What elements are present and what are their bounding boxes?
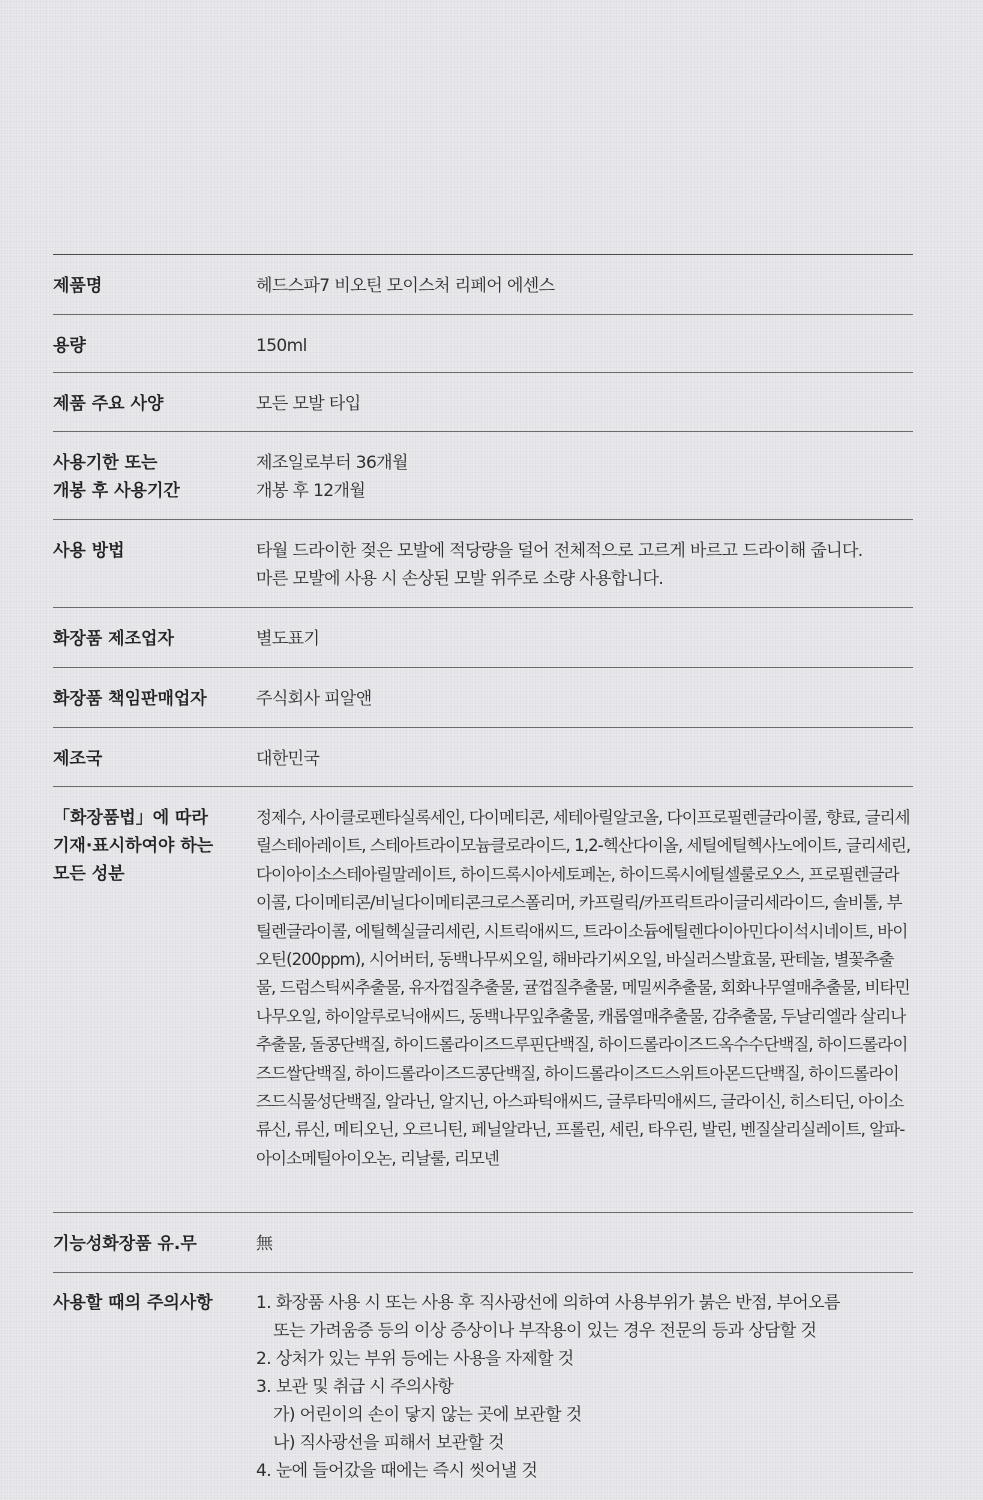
value-line: 無 — [256, 1234, 273, 1254]
value-volume — [256, 332, 913, 357]
row-main-spec — [53, 373, 913, 432]
label-expiry: 사용기한 또는 개봉 후 사용기간 — [53, 453, 180, 501]
value-product-name — [256, 272, 913, 299]
row-volume — [53, 315, 913, 373]
label-country: 제조국 — [53, 749, 103, 769]
value-line: 마른 모발에 사용 시 손상된 모발 위주로 소량 사용합니다. — [256, 569, 664, 589]
value-line: 대한민국 — [256, 749, 320, 769]
label-volume: 용량 — [53, 336, 86, 356]
value-line: 별도표기 — [256, 629, 320, 649]
value-line: 모든 모발 타입 — [256, 394, 361, 414]
precaution-item: 3. 보관 및 취급 시 주의사항 — [256, 1377, 454, 1397]
label-precautions: 사용할 때의 주의사항 — [53, 1293, 213, 1313]
value-manufacturer — [256, 625, 913, 652]
precaution-item: 가) 어린이의 손이 닿지 않는 곳에 보관할 것 — [273, 1405, 582, 1425]
value-line: 헤드스파7 비오틴 모이스처 리페어 에센스 — [256, 276, 555, 296]
value-line: 주식회사 피알앤 — [256, 689, 372, 709]
value-line: 타월 드라이한 젖은 모발에 적당량을 덜어 전체적으로 고르게 바르고 드라이해 줍니다. — [256, 541, 863, 561]
row-ingredients — [53, 787, 913, 1213]
value-line: 150ml — [256, 336, 307, 356]
row-precautions — [53, 1273, 913, 1500]
row-distributor — [53, 668, 913, 728]
precaution-item: 1. 화장품 사용 시 또는 사용 후 직사광선에 의하여 사용부위가 붉은 반점, 부어오름 — [256, 1293, 840, 1313]
row-manufacturer — [53, 608, 913, 668]
value-main-spec — [256, 390, 913, 416]
value-ingredients: 정제수, 사이클로펜타실록세인, 다이메티콘, 세테아릴알코올, 다이프로필렌글라이콜, 향료, 글리세릴스테아레이트, 스테아트라이모늄클로라이드, 1,2-헥산다이올, 세틸에틸헥사노에이트, 글리세린, 다이아이소스테아릴말레이트, 하이드록시아세토페논, 하이드록시에틸셀룰로오스, 프로필렌글라이콜, 다이메티콘/비닐다이메티콘크로스폴리머, 카프릴릭/카프릭트라이글리세라이드, 솔비톨, 부틸렌글라이콜, 에틸헥실글리세린, 시트릭애씨드, 트라이소듐에틸렌다이아민다이석시네이트, 바이오틴(200ppm), 시어버터, 동백나무씨오일, 해바라기씨오일, 바실러스발효물, 판테놀, 별꽃추출물, 드럼스틱씨추출물, 유자껍질추출물, 귤껍질추출물, 메밀씨추출물, 회화나무열매추출물, 비타민나무오일, 하이알루로닉애씨드, 동백나무잎추출물, 캐롭열매추출물, 감추출물, 두날리엘라 살리나추출물, 돌콩단백질, 하이드롤라이즈드루핀단백질, 하이드롤라이즈드옥수수단백질, 하이드롤라이즈드쌀단백질, 하이드롤라이즈드콩단백질, 하이드롤라이즈드스위트아몬드단백질, 하이드롤라이즈드식물성단백질, 알라닌, 알지닌, 아스파틱애씨드, 글루타믹애씨드, 글라이신, 히스티딘, 아이소류신, 류신, 메티오닌, 오르니틴, 페닐알라닌, 프롤린, 세린, 타우린, 발린, 벤질살리실레이트, 알파-아이소메틸아이오논, 리날룰, 리모넨 — [256, 808, 911, 1168]
label-functional: 기능성화장품 유.무 — [53, 1234, 197, 1254]
precaution-item: 나) 직사광선을 피해서 보관할 것 — [273, 1433, 504, 1453]
label-usage: 사용 방법 — [53, 541, 125, 561]
value-usage — [256, 537, 913, 592]
row-product-name — [53, 255, 913, 315]
row-functional — [53, 1213, 913, 1273]
value-line: 개봉 후 12개월 — [256, 481, 366, 501]
value-line: 제조일로부터 36개월 — [256, 453, 408, 473]
label-main-spec: 제품 주요 사양 — [53, 394, 164, 414]
value-expiry — [256, 449, 913, 504]
label-product-name: 제품명 — [53, 276, 103, 296]
label-manufacturer: 화장품 제조업자 — [53, 629, 174, 649]
precaution-item: 또는 가려움증 등의 이상 증상이나 부작용이 있는 경우 전문의 등과 상담할 것 — [273, 1321, 817, 1341]
label-ingredients: 「화장품법」에 따라 기재·표시하여야 하는 모든 성분 — [53, 808, 214, 884]
label-distributor: 화장품 책임판매업자 — [53, 689, 207, 709]
value-distributor — [256, 685, 913, 712]
product-info-table — [53, 254, 913, 1500]
precaution-item: 2. 상처가 있는 부위 등에는 사용을 자제할 것 — [256, 1349, 574, 1369]
row-expiry — [53, 432, 913, 520]
value-country — [256, 745, 913, 771]
value-precautions — [256, 1289, 913, 1485]
row-usage — [53, 520, 913, 608]
value-functional — [256, 1230, 913, 1257]
row-country — [53, 728, 913, 787]
precaution-item: 4. 눈에 들어갔을 때에는 즉시 씻어낼 것 — [256, 1461, 538, 1481]
